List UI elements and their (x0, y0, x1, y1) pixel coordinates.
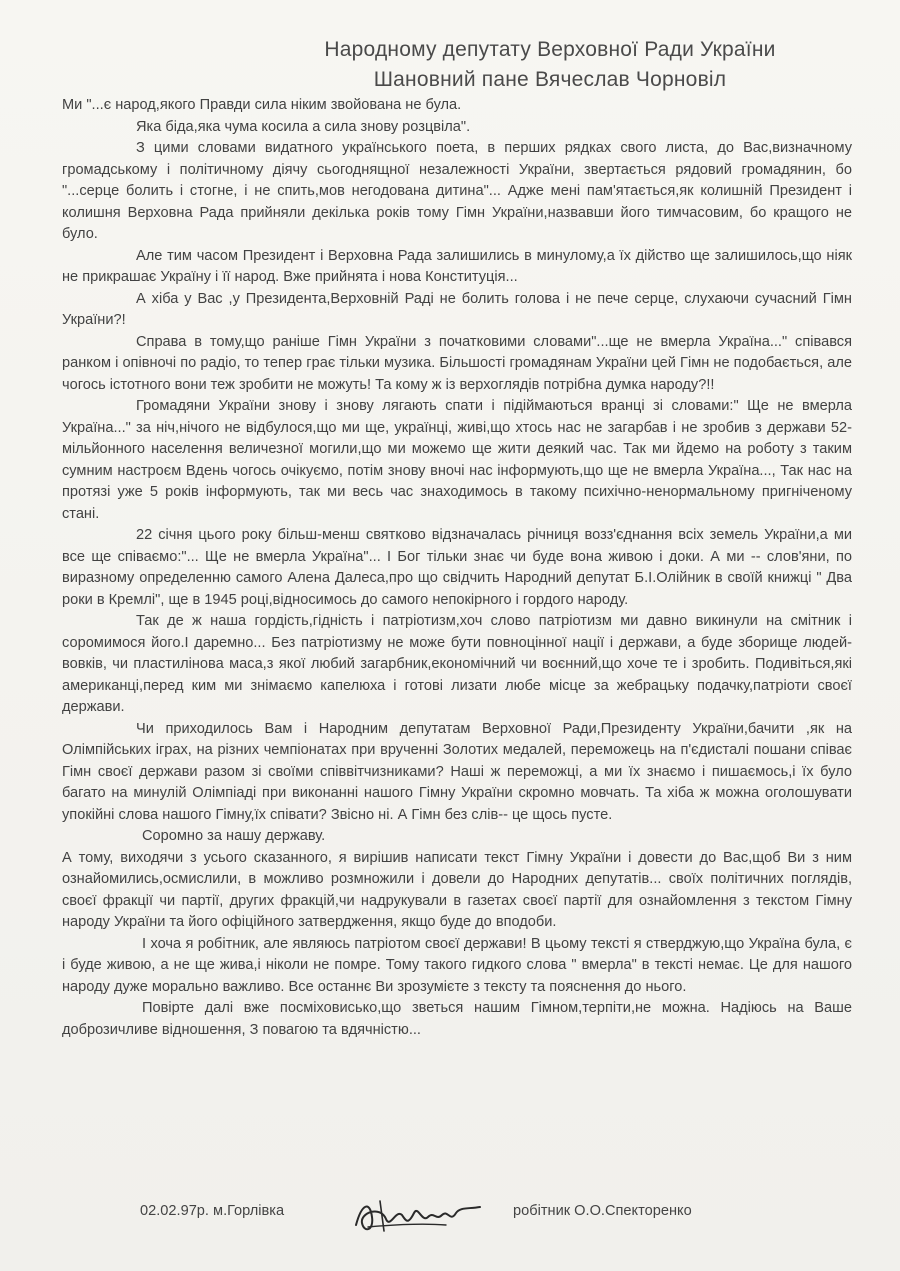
date-place: 02.02.97р. м.Горлівка (140, 1203, 285, 1219)
paragraph-12: А тому, виходячи з усього сказанного, я вирішив написати текст Гімну України і довести до Вас,щоб Ви з ним ознайомились,осмислили, в можливо розмножили і довели до Народних депутатів... своїх політичних поглядів, своєї фракції чи партії, других фракцій,чи надрукували в газетах своєї партії для ознайомлення з текстом Гімну народу України та його офіційного затвердження, якщо буде до вподоби. (62, 849, 852, 930)
letter-addressee: Народному депутату Верховної Ради України (324, 38, 776, 61)
paragraph-8: 22 січня цього року більш-менш святково відзначалась річниця возз'єднання всіх земель України,а ми все ще співаємо:"... Ще не вмерла Україна"... І Бог тільки знає чи буде вона живою і доки. А ми -- слов'яни, по виразному определенню самого Алена Далеса,про що свідчить Народний депутат Б.І.Олійник в своїй книжці " Два роки в Кремлі", ще в 1945 році,відносимось до самого непокірного і гордого народу. (62, 527, 852, 608)
author-signature-text: робітник О.О.Спекторенко (513, 1203, 692, 1219)
letter-salutation: Шановний пане Вячеслав Чорновіл (373, 68, 727, 91)
paragraph-7: Громадяни України знову і знову лягають спати і підіймаються вранці зі словами:" Ще не вмерла Україна..." за ніч,нічого не відбулося,що ми ще, українці, живі,що хтось нас не загарбав і не зробив з держави 52-мільйонного населення величезної могили,що ми можемо ще жити деякий час. Так ми йдемо на роботу з таким сумним настроєм Вдень чогось очікуємо, потім знову вночі нас інформують,що ще не вмерла Україна..., Так нас на протязі уже 5 років інформують, так ми весь час знаходимось в такому психічно-ненормальному пригніченому стані. (62, 398, 852, 522)
paragraph-4: Але тим часом Президент і Верховна Рада залишились в минулому,а їх дійство ще залишилось,що ніяк не прикрашає Україну і її народ. Вже прийнята і нова Конституція... (62, 247, 852, 285)
letter-body (62, 95, 852, 1041)
paragraph-6: Справа в тому,що раніше Гімн України з початковими словами"...ще не вмерла Україна..." співався ранком і опівночі по радіо, то тепер грає тільки музика. Більшості громадянам України цей Гімн не подобається, але чогось істотного вони теж зробити не можуть! Та кому ж із верхоглядів потрібна думка народу?!! (62, 333, 852, 393)
letter-footer (0, 1195, 900, 1235)
paragraph-14: Повірте далі вже посміховисько,що зветься нашим Гімном,терпіти,не можна. Надіюсь на Ваше доброзичливе відношення, З повагою та вдячністю... (62, 1000, 852, 1038)
paragraph-9: Так де ж наша гордість,гідність і патріотизм,хоч слово патріотизм ми давно викинули на смітник і соромимося його.І даремно... Без патріотизму не може бути повноцінної нації і держави, а буде зборище людей-вовків, чи пластилінова маса,з якої любий загарбник,економічний чи воєнний,що хоче те і зробить. Подивіться,які американці,перед ким ми знімаємо капелюха і готові лизати любе місце за жебрацьку подачку,патріоти своєї держави. (62, 613, 852, 715)
paragraph-10: Чи приходилось Вам і Народним депутатам Верховної Ради,Президенту України,бачити ,як на Олімпійських іграх, на різних чемпіонатах при врученні Золотих медалей, переможець на п'єдисталі пошани співає Гімн своєї держави разом зі своїми співвітчизниками? Наші ж переможці, а ми їх знаємо і пишаємось,і їх було багато на минулій Олімпіаді при виконанні нашого Гімну України скромно мовчать. Та хіба ж можна оголошувати упокійні слова нашого Гімну,їх співати? Звісно ні. А Гімн без слів-- це щось пусте. (62, 720, 852, 823)
paragraph-3: З цими словами видатного українського поета, в перших рядках свого листа, до Вас,визначному громадському і політичному діячу сьогоднящної незалежності України, звертається рядовий громадянин, бо "...серце болить і стогне, і не спить,мов негодована дитина"... Адже мені пам'ятається,як колишній Президент і колишня Верховна Рада прийняли декілька років тому Гімн України,назвавши його тимчасовим, бо кращого не було. (62, 140, 852, 242)
handwritten-signature (350, 1195, 500, 1235)
paragraph-5: А хіба у Вас ,у Президента,Верховній Раді не болить голова і не пече серце, слухаючи сучасний Гімн України?! (62, 290, 852, 328)
paragraph-11: Соромно за нашу державу. (142, 828, 326, 844)
paragraph-1: Ми "...є народ,якого Правди сила ніким звойована не була. (62, 97, 462, 113)
paragraph-2: Яка біда,яка чума косила а сила знову розцвіла". (136, 118, 471, 135)
paragraph-13: І хоча я робітник, але являюсь патріотом своєї держави! В цьому тексті я стверджую,що Україна була, є і буде живою, а не ще жива,і ніколи не помре. Тому такого гидкого слова " вмерла" в тексті немає. Це для нашого народу дуже морально важливо. Все останнє Ви зрозумієте з тексту та пояснення до нього. (62, 935, 852, 995)
